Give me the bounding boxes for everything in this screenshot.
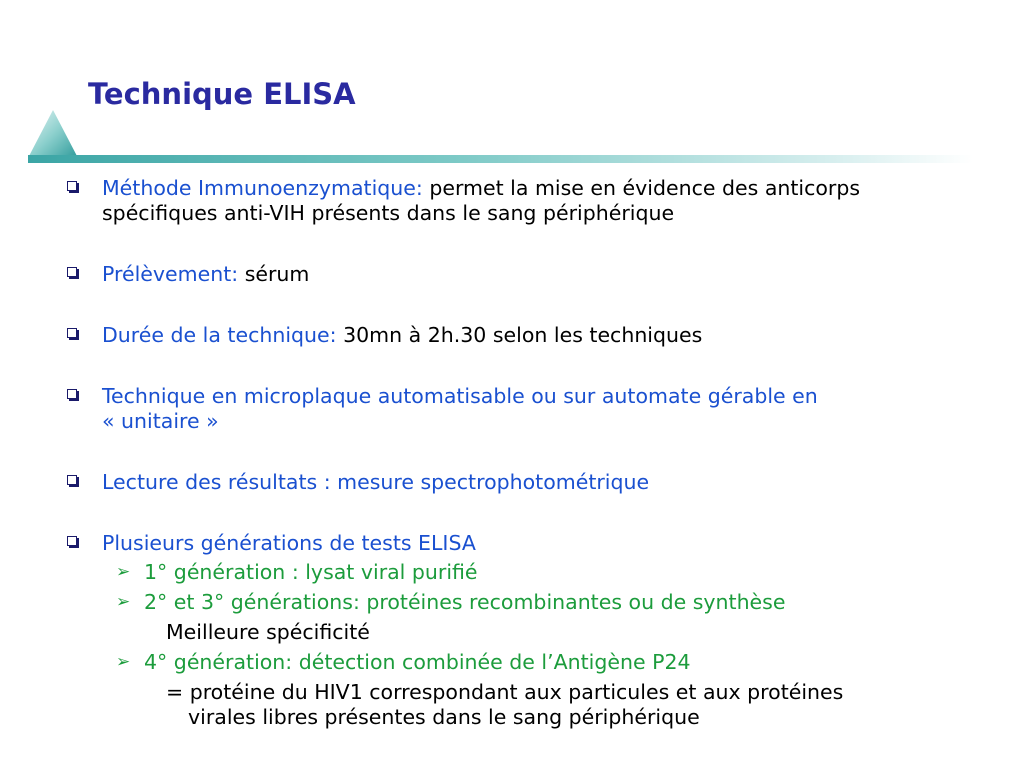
arrowhead-bullet-icon: ➢ — [116, 652, 131, 672]
sub-item-text: 4° génération: détection combinée de l’Antigène P24 — [144, 650, 691, 674]
bullet-label: Durée de la technique: — [102, 323, 337, 347]
bullet-text-cont: spécifiques anti-VIH présents dans le sang périphérique — [102, 201, 675, 225]
arrowhead-bullet-icon: ➢ — [116, 592, 131, 612]
bullet-text: sérum — [238, 262, 310, 286]
sub-item-gen1 — [62, 560, 982, 585]
bullet-label: Technique en microplaque automatisable ou sur automate gérable en — [102, 384, 818, 408]
sub-item-gen2-3 — [62, 590, 982, 615]
sub-item-note — [62, 680, 982, 730]
sub-item-note-line2: virales libres présentes dans le sang périphérique — [188, 705, 700, 729]
bullet-item-prelevement — [62, 262, 982, 287]
sub-item-gen4 — [62, 650, 982, 675]
square-bullet-icon — [67, 328, 77, 338]
sub-item-note: Meilleure spécificité — [166, 620, 370, 644]
sub-item-note-line1: = protéine du HIV1 correspondant aux particules et aux protéines — [166, 680, 844, 704]
bullet-list — [62, 176, 982, 735]
bullet-item-methode — [62, 176, 982, 226]
bullet-text: permet la mise en évidence des anticorps — [422, 176, 861, 200]
square-bullet-icon — [67, 475, 77, 485]
bullet-label: Méthode Immunoenzymatique: — [102, 176, 423, 200]
bullet-text: 30mn à 2h.30 selon les techniques — [336, 323, 703, 347]
bullet-item-lecture — [62, 470, 982, 495]
bullet-item-duree — [62, 323, 982, 348]
bullet-item-microplaque — [62, 384, 982, 434]
square-bullet-icon — [67, 389, 77, 399]
sub-item-text: 2° et 3° générations: protéines recombinantes ou de synthèse — [144, 590, 786, 614]
bullet-item-generations — [62, 531, 982, 556]
square-bullet-icon — [67, 536, 77, 546]
bullet-label: Plusieurs générations de tests ELISA — [102, 531, 476, 555]
generation-sublist — [62, 560, 982, 730]
bullet-label: Prélèvement: — [102, 262, 239, 286]
sub-item-text: 1° génération : lysat viral purifié — [144, 560, 478, 584]
bullet-label: Lecture des résultats : mesure spectrophotométrique — [102, 470, 650, 494]
square-bullet-icon — [67, 267, 77, 277]
slide-title: Technique ELISA — [88, 77, 356, 111]
title-divider — [28, 155, 973, 163]
square-bullet-icon — [67, 181, 77, 191]
arrowhead-bullet-icon: ➢ — [116, 562, 131, 582]
bullet-label-cont: « unitaire » — [102, 409, 219, 433]
